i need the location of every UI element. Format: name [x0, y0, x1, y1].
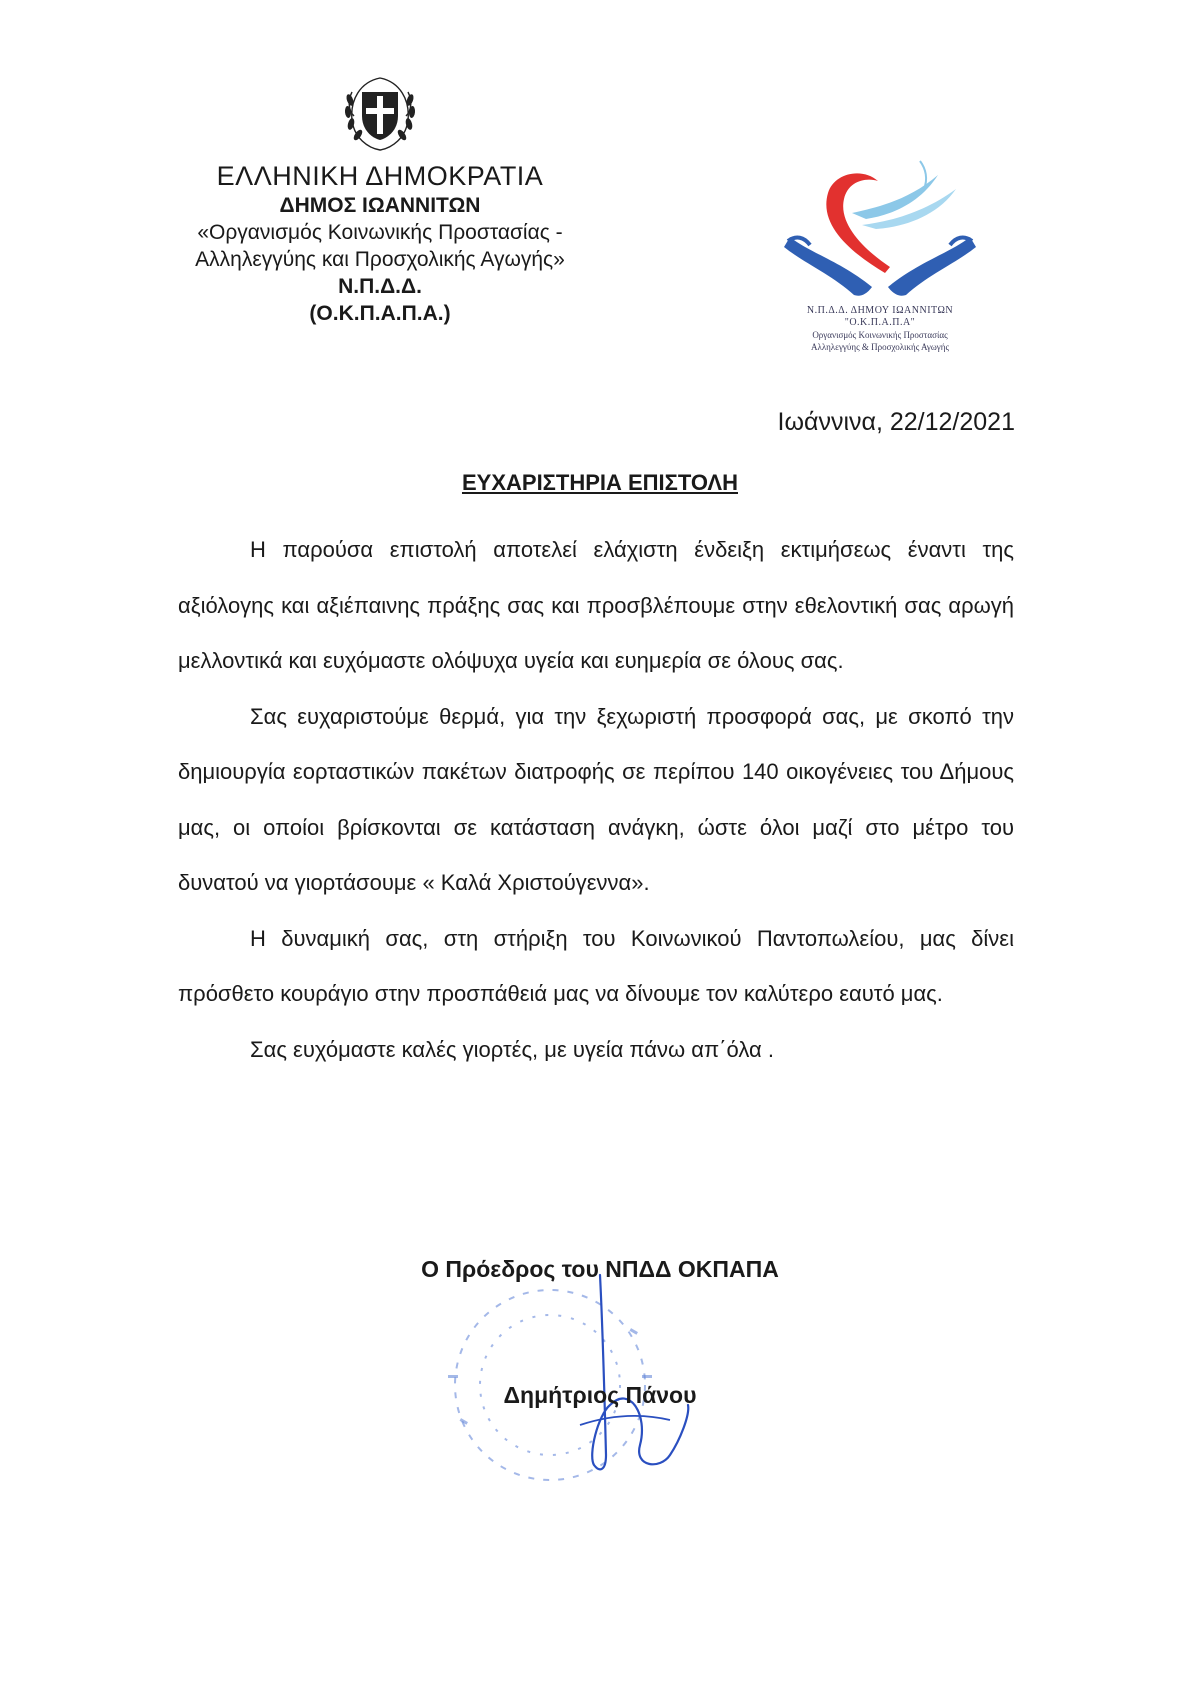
logo-caption-line-1: Ν.Π.Δ.Δ. ΔΗΜΟΥ ΙΩΑΝΝΙΤΩΝ	[806, 305, 954, 316]
letter-title: ΕΥΧΑΡΙΣΤΗΡΙΑ ΕΠΙΣΤΟΛΗ	[461, 470, 738, 495]
body-paragraph: Σας ευχόμαστε καλές γιορτές, με υγεία πάνω απ΄όλα .	[250, 1036, 774, 1062]
signatory-name: Δημήτριος Πάνου	[503, 1382, 697, 1408]
okpapa-logo	[760, 155, 1000, 353]
letter-date: Ιωάννινα, 22/12/2021	[777, 408, 1015, 436]
organization-acronym: (Ο.Κ.Π.Α.Π.Α.)	[309, 302, 451, 325]
logo-caption-line-3: Οργανισμός Κοινωνικής Προστασίας	[812, 330, 948, 340]
body-paragraph: Η δυναμική σας, στη στήριξη του Κοινωνικού Παντοπωλείου, μας δίνει πρόσθετο κουράγιο στην προσπάθειά μας να δίνουμε τον καλύτερο εαυτό μας.	[178, 925, 1014, 1006]
body-paragraph: Σας ευχαριστούμε θερμά, για την ξεχωριστή προσφορά σας, με σκοπό την δημιουργία εορταστικών πακέτων διατροφής σε περίπου 140 οικογένειες του Δήμους μας, οι οποίοι βρίσκονται σε κατάσταση ανάγκη, ώστε όλοι μαζί στο μέτρο του δυνατού να γιορτάσουμε « Καλά Χριστούγεννα».	[178, 703, 1014, 895]
logo-caption-line-4: Αλληλεγγύης & Προσχολικής Αγωγής	[810, 342, 950, 352]
legal-form: Ν.Π.Δ.Δ.	[338, 275, 422, 298]
handwritten-signature-icon	[570, 1255, 700, 1495]
hands-and-dove-logo-icon	[770, 155, 990, 305]
letterhead	[180, 70, 580, 327]
greek-coat-of-arms-icon	[340, 70, 420, 154]
letter-body	[178, 522, 1014, 1077]
organization-line-1: «Οργανισμός Κοινωνικής Προστασίας -	[197, 221, 563, 244]
logo-caption-line-2: "Ο.Κ.Π.Α.Π.Α"	[844, 317, 916, 328]
organization-line-2: Αλληλεγγύης και Προσχολικής Αγωγής»	[195, 248, 565, 271]
body-paragraph: Η παρούσα επιστολή αποτελεί ελάχιστη ένδειξη εκτιμήσεως έναντι της αξιόλογης και αξιέπαινης πράξης σας και προσβλέπουμε στην εθελοντική σας αρωγή μελλοντικά και ευχόμαστε ολόψυχα υγεία και ευημερία σε όλους σας.	[178, 537, 1014, 673]
republic-heading: ΕΛΛΗΝΙΚΗ ΔΗΜΟΚΡΑΤΙΑ	[216, 161, 544, 191]
signatory-title: Ο Πρόεδρος του ΝΠΔΔ ΟΚΠΑΠΑ	[421, 1256, 779, 1282]
municipality-heading: ΔΗΜΟΣ ΙΩΑΝΝΙΤΩΝ	[279, 194, 481, 217]
logo-caption	[760, 305, 1000, 353]
